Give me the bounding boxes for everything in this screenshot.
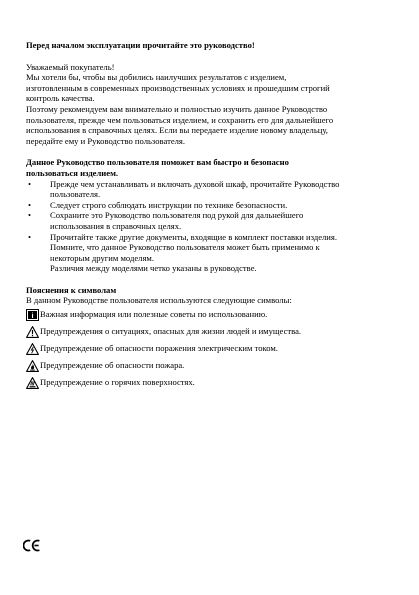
list-item-line: использования в справочных целях. (50, 220, 182, 231)
bullet-icon: • (28, 178, 32, 189)
svg-text:i: i (31, 310, 34, 320)
bullet-icon: • (28, 231, 32, 242)
greeting: Уважаемый покупатель! (26, 61, 115, 72)
advice-line: использования в справочных целях. Если вы передаете изделие новому владельцу, (26, 125, 328, 136)
symbol-label: Предупреждение о горячих поверхностях. (40, 377, 195, 388)
advice-line: пользователя, прежде чем пользоваться изделием, и сохранить его для дальнейшего (26, 114, 334, 125)
page-title: Перед началом эксплуатации прочитайте это руководство! (26, 40, 255, 50)
symbol-label: Предупреждение об опасности пожара. (40, 360, 185, 371)
list-item-line: пользователя. (50, 189, 101, 200)
list-item-line: Сохраните это Руководство пользователя под рукой для дальнейшего (50, 210, 304, 221)
symbol-label: Важная информация или полезные советы по использованию. (40, 309, 268, 320)
list-item-line: Прежде чем устанавливать и включать духовой шкаф, прочитайте Руководство (50, 178, 340, 189)
symbol-row-electric (26, 340, 398, 357)
symbol-row-hot-surface (26, 374, 398, 391)
symbol-row-info (26, 306, 398, 323)
list-item-line: Помните, что данное Руководство пользователя может быть применимо к (50, 242, 320, 253)
bullet-icon: • (28, 210, 32, 221)
electric-shock-icon (26, 343, 39, 355)
intro-paragraph (26, 72, 398, 104)
hot-surface-icon (26, 377, 39, 389)
fire-hazard-icon (26, 360, 39, 372)
intro-line: Мы хотели бы, чтобы вы добились наилучших результатов с изделием, (26, 72, 287, 83)
list-item-line: Различия между моделями четко указаны в руководстве. (50, 263, 257, 274)
symbol-row-warning (26, 323, 398, 340)
list-item (26, 232, 398, 274)
list-item (26, 179, 398, 200)
list-item-line: Прочитайте также другие документы, входящие в комплект поставки изделия. (50, 231, 338, 242)
section-heading (26, 157, 398, 178)
bullet-icon: • (28, 199, 32, 210)
symbol-label: Предупреждения о ситуациях, опасных для жизни людей и имущества. (40, 326, 302, 337)
symbols-heading: Пояснения к символам (26, 284, 117, 295)
symbols-intro: В данном Руководстве пользователя используются следующие символы: (26, 295, 292, 306)
warning-icon (26, 326, 39, 338)
intro-line: изготовленным в современных производственных условиях и прошедшим строгий (26, 82, 330, 93)
symbol-row-fire (26, 357, 398, 374)
advice-line: передайте ему и Руководство пользователя. (26, 135, 186, 146)
list-item-line: Следует строго соблюдать инструкции по технике безопасности. (50, 199, 288, 210)
advice-paragraph (26, 104, 398, 146)
instructions-list (26, 179, 398, 274)
advice-line: Поэтому рекомендуем вам внимательно и полностью изучить данное Руководство (26, 103, 328, 114)
list-item (26, 210, 398, 231)
intro-line: контроль качества. (26, 93, 95, 104)
list-item (26, 200, 398, 211)
list-item-line: некоторым другим моделям. (50, 252, 154, 263)
info-icon (26, 309, 39, 321)
ce-mark-icon (23, 539, 41, 552)
section-heading-line: пользоваться изделием. (26, 167, 119, 178)
symbols-list (26, 306, 398, 391)
symbol-label: Предупреждение об опасности поражения электрическим током. (40, 343, 278, 354)
manual-page (26, 40, 398, 391)
section-heading-line: Данное Руководство пользователя поможет вам быстро и безопасно (26, 157, 289, 168)
